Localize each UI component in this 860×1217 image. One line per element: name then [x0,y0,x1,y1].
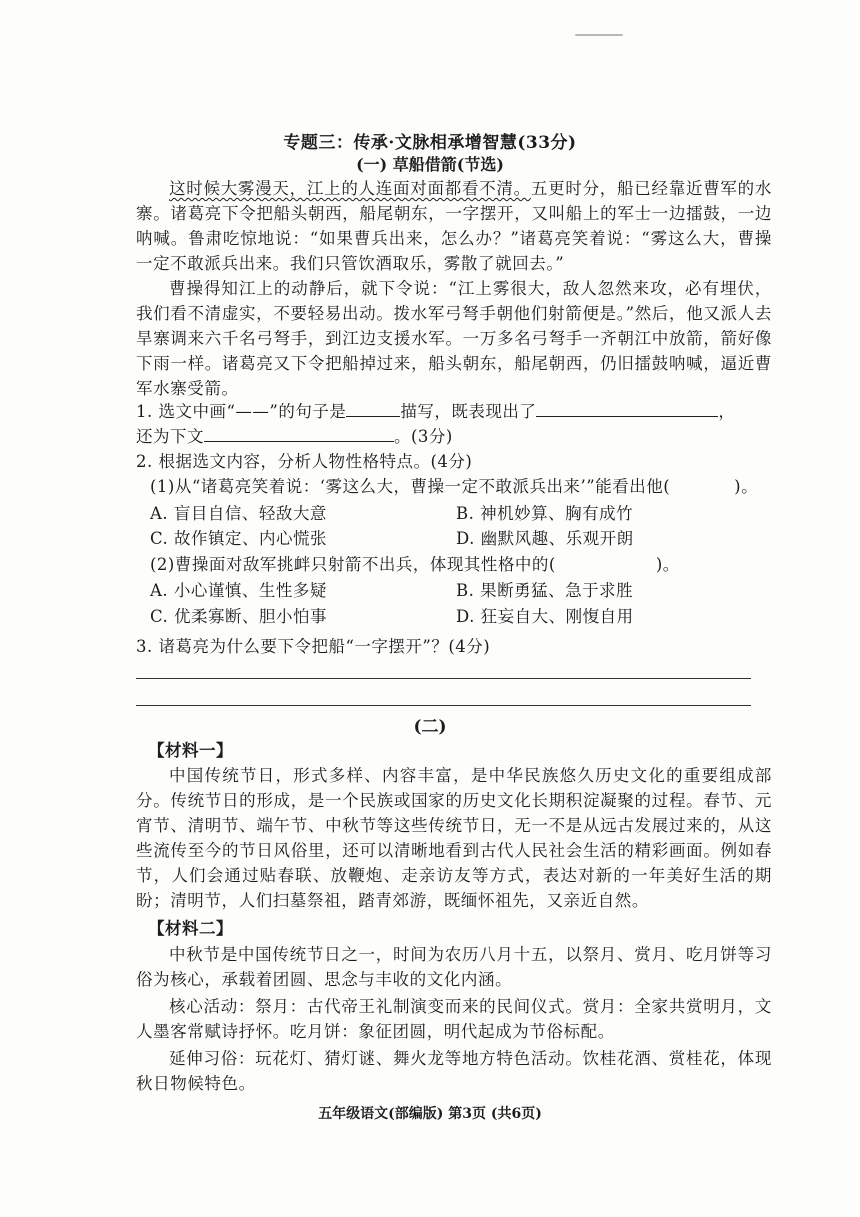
question-1-text-a: 1. 选文中画“——”的句子是 [136,402,347,421]
question-1-text-d: 还为下文 [136,427,204,446]
passage-reading-1 [136,176,772,401]
question-1-text-c: ， [718,402,736,421]
page-footer: 五年级语文(部编版) 第3页 (共6页) [318,1106,542,1122]
material-2-paragraph-2: 核心活动：祭月：古代帝王礼制演变而来的民间仪式。赏月：全家共赏明月，文人墨客常赋诗抒怀。吃月饼：象征团圆，明代起成为节俗标配。 [136,997,772,1041]
question-2-2 [150,552,680,577]
paragraph-1-rest: 五更时分，船已经靠近曹军的水寨。诸葛亮下令把船头朝西，船尾朝东，一字摆开，又叫船上的军士一边擂鼓，一边呐喊。鲁肃吃惊地说：“如果曹兵出来，怎么办？”诸葛亮笑着说：“雾这么大，曹操一定不敢派兵出来。我们只管饮酒取乐，雾散了就回去。” [136,179,772,273]
page-title: 专题三：传承·文脉相承增智慧(33分) [283,133,577,153]
section2-title: (二) [413,717,447,737]
question-3: 3. 诸葛亮为什么要下令把船“一字摆开”？(4分) [136,637,491,656]
option-2-2-b[interactable]: B. 果断勇猛、急于求胜 [456,581,634,600]
answer-line[interactable] [136,705,751,706]
question-1-text-b: 描写，既表现出了 [400,402,537,421]
passage-paragraph-1 [136,176,772,276]
option-2-1-d[interactable]: D. 幽默风趣、乐观开朗 [456,529,634,548]
question-1-line-2 [136,424,453,449]
question-2-1-text: (1)从“诸葛亮笑着说：‘雾这么大，曹操一定不敢派兵出来’”能看出他( [150,477,671,496]
material-2-paragraph-3: 延伸习俗：玩花灯、猜灯谜、舞火龙等地方特色活动。饮桂花酒、赏桂花，体现秋日物候特色。 [136,1049,772,1093]
answer-blank[interactable] [346,400,400,417]
material-1 [136,763,772,913]
question-2-2-text: (2)曹操面对敌军挑衅只射箭不出兵，体现其性格中的( [150,555,556,574]
option-2-1-a[interactable]: A. 盲目自信、轻敌大意 [150,504,327,523]
option-2-2-a[interactable]: A. 小心谨慎、生性多疑 [150,581,327,600]
material-1-text: 中国传统节日，形式多样、内容丰富，是中华民族悠久历史文化的重要组成部分。传统节日的形成，是一个民族或国家的历史文化长期积淀凝聚的过程。春节、元宵节、清明节、端午节、中秋节等这些传统节日，无一不是从远古发展过来的，从这些流传至今的节日风俗里，还可以清晰地看到古代人民社会生活的精彩画面。例如春节，人们会通过贴春联、放鞭炮、走亲访友等方式，表达对新的一年美好生活的期盼；清明节，人们扫墓祭祖，踏青郊游，既缅怀祖先，又亲近自然。 [136,766,772,910]
material-2-label: 【材料二】 [148,919,233,938]
answer-blank[interactable] [536,400,718,417]
option-2-1-c[interactable]: C. 故作镇定、内心慌张 [150,529,328,548]
answer-line[interactable] [136,678,751,679]
material-1-label: 【材料一】 [148,741,233,760]
material-2 [136,942,772,1096]
option-2-2-c[interactable]: C. 优柔寡断、胆小怕事 [150,607,328,626]
question-2-2-end: )。 [655,555,680,574]
question-1-line-1 [136,399,735,424]
answer-blank[interactable] [204,425,394,442]
option-2-2-d[interactable]: D. 狂妄自大、刚愎自用 [456,607,634,626]
underlined-sentence: 这时候大雾漫天，江上的人连面对面都看不清。 [169,179,531,198]
scan-mark [575,34,623,36]
question-2-1-end: )。 [734,477,759,496]
passage-paragraph-2: 曹操得知江上的动静后，就下令说：“江上雾很大，敌人忽然来攻，必有埋伏，我们看不清虚实，不要轻易出动。拨水军弓弩手朝他们射箭便是。”然后，他又派人去旱寨调来六千名弓弩手，到江边支援水军。一万多名弓弩手一齐朝江中放箭，箭好像下雨一样。诸葛亮又下令把船掉过来，船头朝东，船尾朝西，仍旧擂鼓呐喊，逼近曹军水寨受箭。 [136,279,772,398]
section1-title: (一) 草船借箭(节选) [356,155,504,174]
question-2-1 [150,474,758,499]
question-2: 2. 根据选文内容，分析人物性格特点。(4分) [136,452,473,471]
question-1-text-e: 。(3分) [394,427,453,446]
option-2-1-b[interactable]: B. 神机妙算、胸有成竹 [456,504,634,523]
material-2-paragraph-1: 中秋节是中国传统节日之一，时间为农历八月十五，以祭月、赏月、吃月饼等习俗为核心，承载着团圆、思念与丰收的文化内涵。 [136,945,772,989]
